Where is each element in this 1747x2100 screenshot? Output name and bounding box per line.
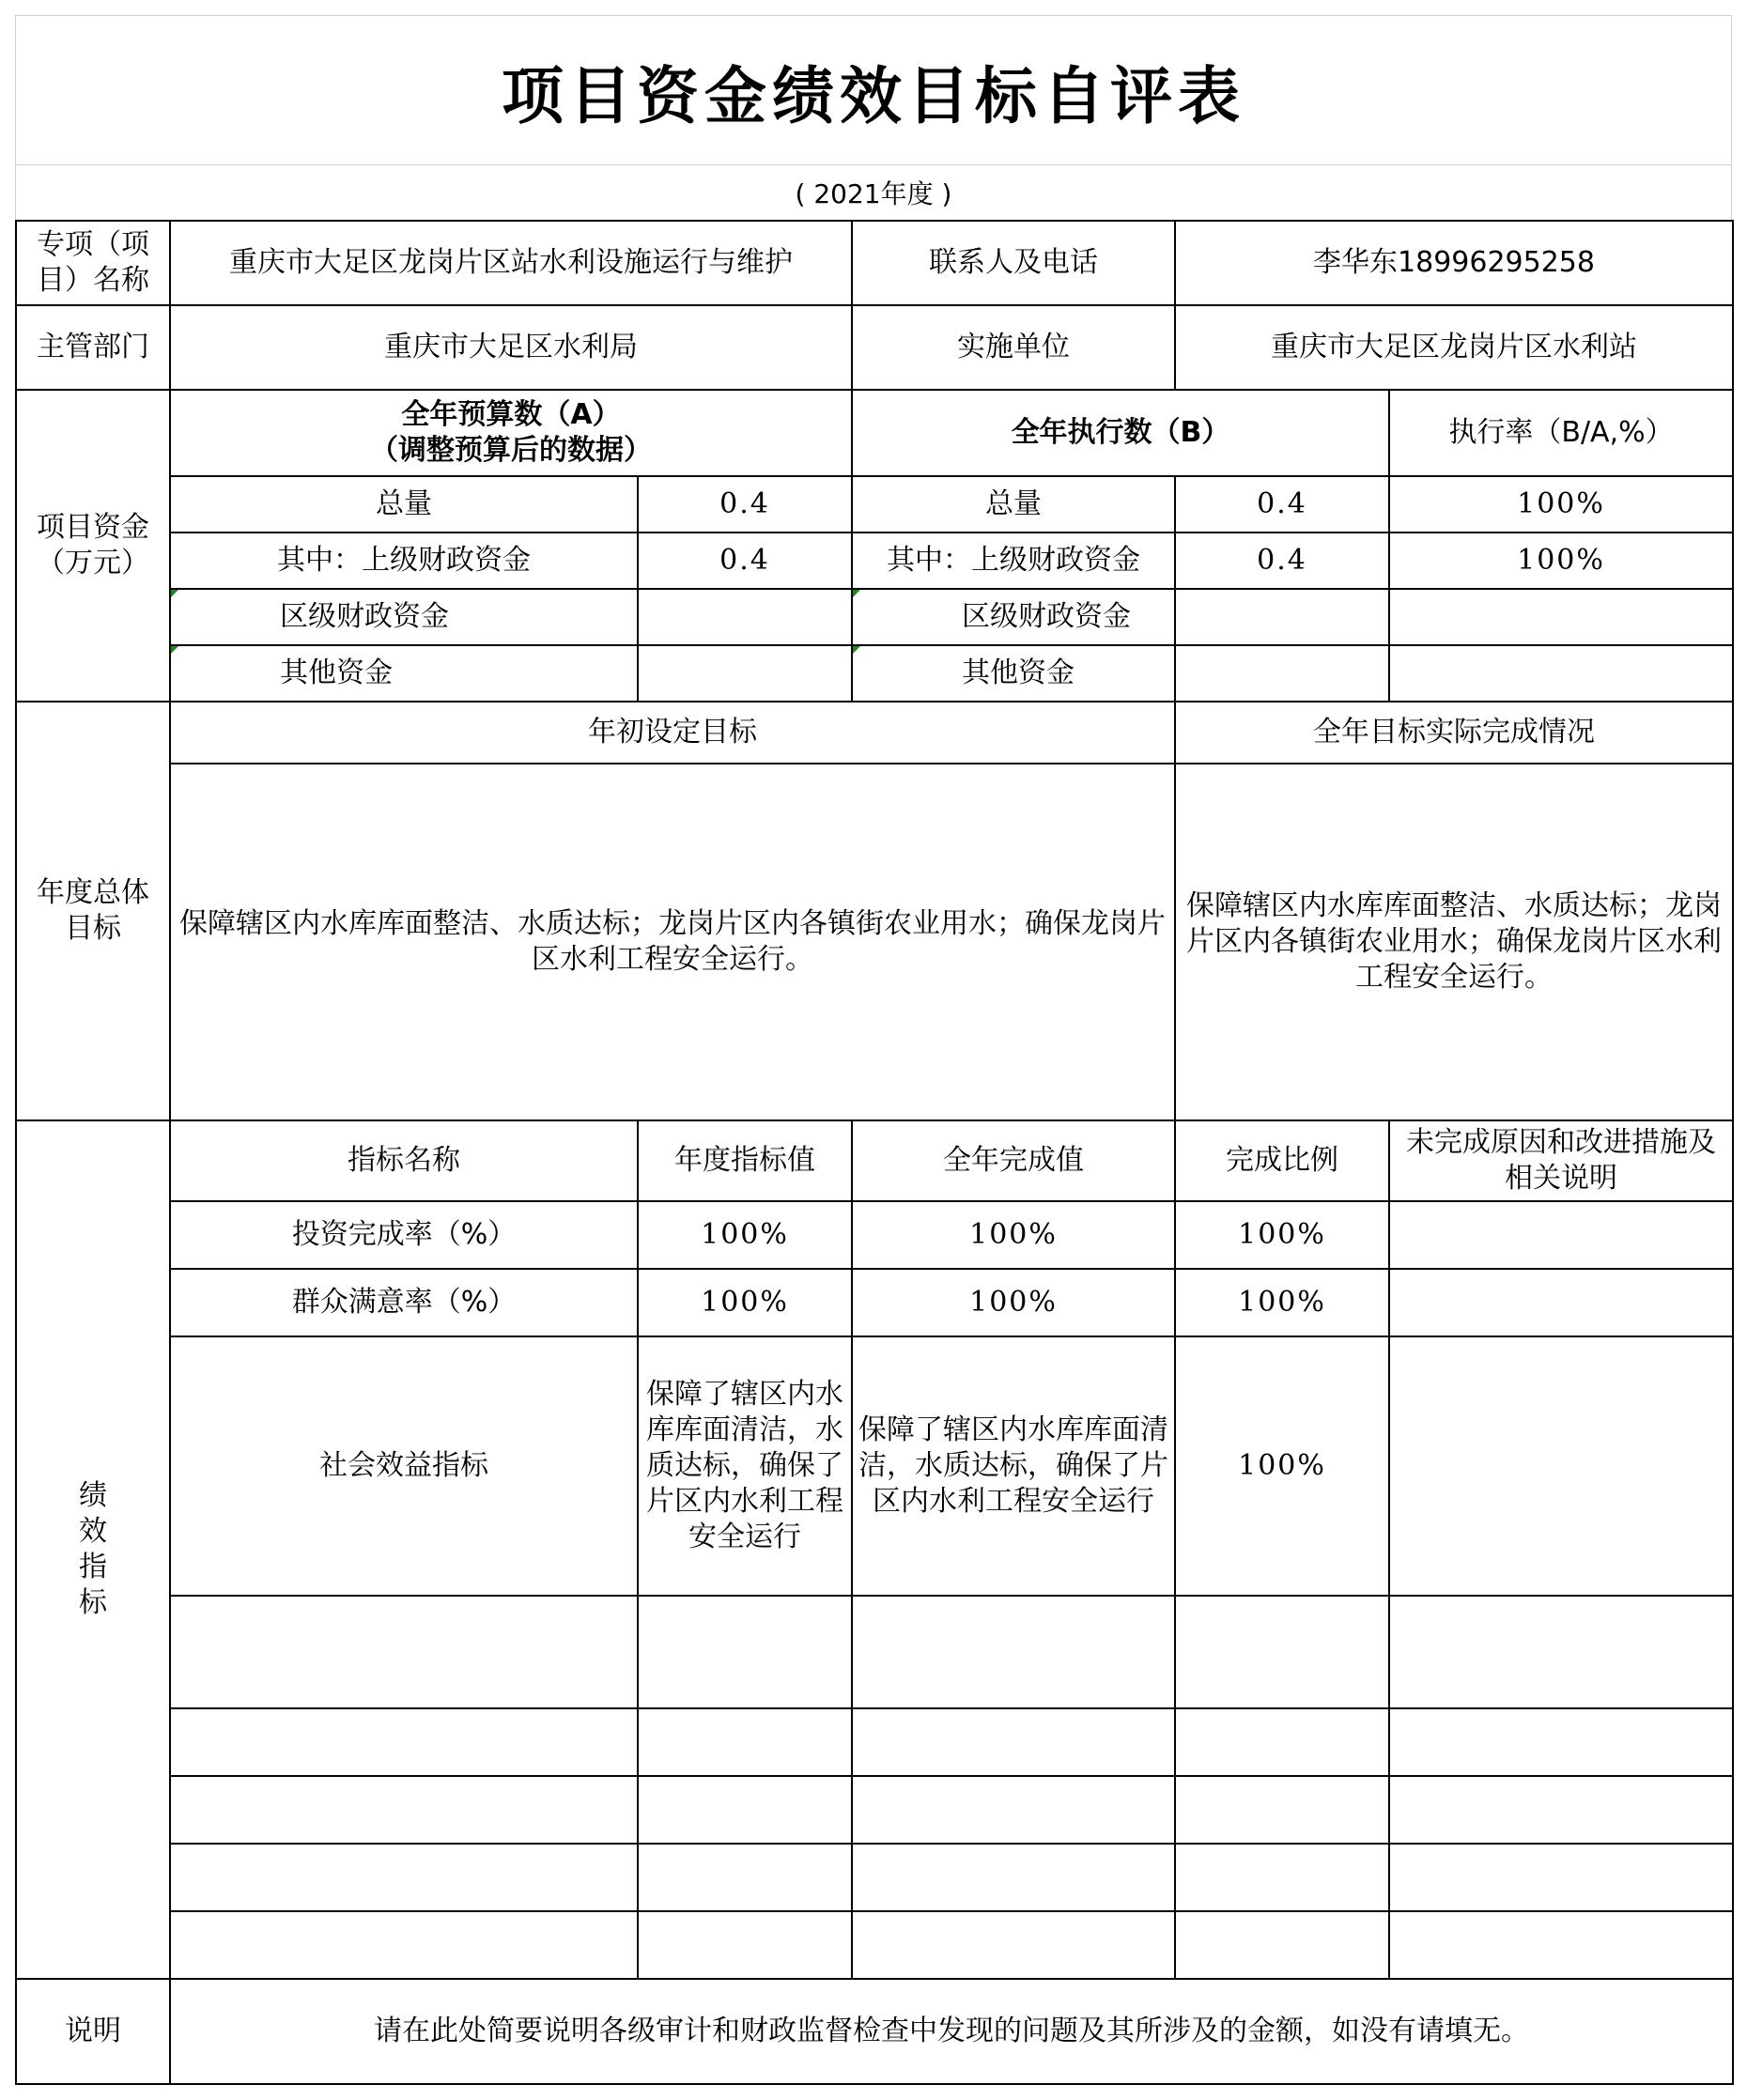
fund-row-exec-label-cell — [852, 589, 1175, 645]
empty-cell — [1175, 1776, 1389, 1844]
empty-cell — [170, 1776, 638, 1844]
fund-row-label: 其他资金 — [280, 656, 393, 689]
indicator-note — [1389, 1336, 1733, 1596]
project-name-value: 重庆市大足区龙岗片区站水利设施运行与维护 — [170, 221, 852, 305]
goals-actual-text: 保障辖区内水库库面整洁、水质达标；龙岗片区内各镇街农业用水；确保龙岗片区水利工程安全运行。 — [1175, 764, 1733, 1120]
fund-row-exec-label-cell — [852, 645, 1175, 702]
indicator-target: 保障了辖区内水库库面清洁，水质达标，确保了片区内水利工程安全运行 — [638, 1336, 852, 1596]
goals-set-header: 年初设定目标 — [170, 702, 1175, 764]
budget-header — [170, 390, 852, 476]
empty-cell — [170, 1596, 638, 1708]
funds-label-text: 项目资金（万元） — [37, 511, 149, 579]
fund-row-budget: 0.4 — [638, 533, 852, 589]
budget-header-line1: 全年预算数（A） — [401, 398, 621, 431]
empty-cell — [1175, 1596, 1389, 1708]
empty-cell — [1389, 1844, 1733, 1911]
fund-row-exec — [1175, 645, 1389, 702]
empty-cell — [170, 1911, 638, 1979]
indicator-name: 投资完成率（%） — [170, 1201, 638, 1269]
fund-row-budget: 0.4 — [638, 476, 852, 533]
empty-cell — [852, 1596, 1175, 1708]
empty-cell — [170, 1708, 638, 1776]
empty-cell — [852, 1844, 1175, 1911]
goals-set-text: 保障辖区内水库库面整洁、水质达标；龙岗片区内各镇街农业用水；确保龙岗片区水利工程安全运行。 — [170, 764, 1175, 1120]
project-name-label: 专项（项目）名称 — [16, 221, 170, 305]
indicators-label — [16, 1120, 170, 1979]
indicators-label-text: 绩效指标 — [79, 1479, 107, 1619]
funds-label — [16, 390, 170, 702]
empty-cell — [1175, 1844, 1389, 1911]
empty-cell — [1389, 1596, 1733, 1708]
indicator-note — [1389, 1201, 1733, 1269]
empty-cell — [1175, 1911, 1389, 1979]
note-text: 请在此处简要说明各级审计和财政监督检查中发现的问题及其所涉及的金额，如没有请填无。 — [170, 1979, 1733, 2084]
fund-row-rate: 100% — [1389, 476, 1733, 533]
fund-row-exec-label: 其他资金 — [962, 656, 1074, 689]
indicator-header-name: 指标名称 — [170, 1120, 638, 1201]
fund-row-budget — [638, 645, 852, 702]
fund-row-label: 总量 — [170, 476, 638, 533]
form-sheet — [15, 15, 1732, 2085]
fund-row-label-cell — [170, 645, 638, 702]
impl-value: 重庆市大足区龙岗片区水利站 — [1175, 305, 1733, 390]
indicator-header-note: 未完成原因和改进措施及相关说明 — [1389, 1120, 1733, 1201]
year-label: ( 2021年度 ) — [15, 165, 1732, 220]
indicator-actual: 100% — [852, 1201, 1175, 1269]
empty-cell — [638, 1708, 852, 1776]
goals-label-text: 年度总体目标 — [37, 876, 149, 945]
impl-label: 实施单位 — [852, 305, 1175, 390]
goals-label — [16, 702, 170, 1120]
fund-row-rate — [1389, 645, 1733, 702]
form-title: 项目资金绩效目标自评表 — [15, 15, 1732, 165]
fund-row-label: 其中：上级财政资金 — [170, 533, 638, 589]
fund-row-exec: 0.4 — [1175, 533, 1389, 589]
rate-header: 执行率（B/A,%） — [1389, 390, 1733, 476]
fund-row-exec-label: 其中：上级财政资金 — [852, 533, 1175, 589]
fund-row-budget — [638, 589, 852, 645]
empty-cell — [852, 1776, 1175, 1844]
fund-row-exec-label: 区级财政资金 — [962, 600, 1131, 633]
dept-label: 主管部门 — [16, 305, 170, 390]
dept-value: 重庆市大足区水利局 — [170, 305, 852, 390]
fund-row-exec — [1175, 589, 1389, 645]
empty-cell — [1175, 1708, 1389, 1776]
empty-cell — [170, 1844, 638, 1911]
empty-cell — [638, 1911, 852, 1979]
indicator-name: 群众满意率（%） — [170, 1269, 638, 1336]
fund-row-label: 区级财政资金 — [280, 600, 449, 633]
indicator-ratio: 100% — [1175, 1201, 1389, 1269]
fund-row-rate: 100% — [1389, 533, 1733, 589]
fund-row-label-cell — [170, 589, 638, 645]
fund-row-exec-label: 总量 — [852, 476, 1175, 533]
note-label: 说明 — [16, 1979, 170, 2084]
evaluation-table — [15, 220, 1734, 2085]
indicator-header-ratio: 完成比例 — [1175, 1120, 1389, 1201]
empty-cell — [852, 1911, 1175, 1979]
indicator-actual: 100% — [852, 1269, 1175, 1336]
indicator-target: 100% — [638, 1201, 852, 1269]
empty-cell — [1389, 1708, 1733, 1776]
indicator-note — [1389, 1269, 1733, 1336]
indicator-header-actual: 全年完成值 — [852, 1120, 1175, 1201]
fund-row-exec: 0.4 — [1175, 476, 1389, 533]
goals-actual-header: 全年目标实际完成情况 — [1175, 702, 1733, 764]
indicator-target: 100% — [638, 1269, 852, 1336]
empty-cell — [638, 1844, 852, 1911]
contact-label: 联系人及电话 — [852, 221, 1175, 305]
empty-cell — [852, 1708, 1175, 1776]
empty-cell — [638, 1776, 852, 1844]
contact-value: 李华东18996295258 — [1175, 221, 1733, 305]
indicator-ratio: 100% — [1175, 1269, 1389, 1336]
exec-header: 全年执行数（B） — [852, 390, 1389, 476]
indicator-actual: 保障了辖区内水库库面清洁，水质达标，确保了片区内水利工程安全运行 — [852, 1336, 1175, 1596]
empty-cell — [1389, 1911, 1733, 1979]
empty-cell — [1389, 1776, 1733, 1844]
indicator-header-target: 年度指标值 — [638, 1120, 852, 1201]
budget-header-line2: （调整预算后的数据） — [370, 434, 652, 467]
empty-cell — [638, 1596, 852, 1708]
indicator-ratio: 100% — [1175, 1336, 1389, 1596]
indicator-name: 社会效益指标 — [170, 1336, 638, 1596]
fund-row-rate — [1389, 589, 1733, 645]
